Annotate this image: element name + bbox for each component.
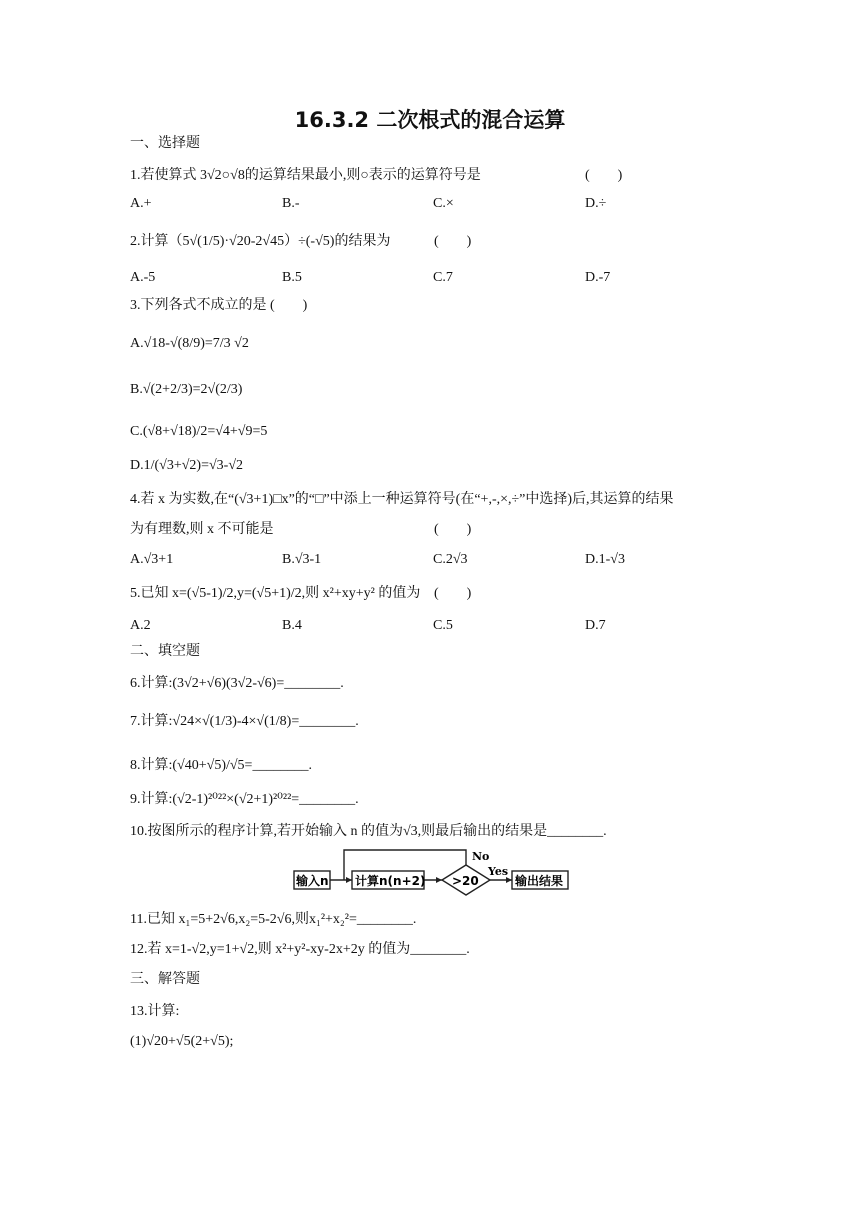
option-a: A.+	[130, 196, 152, 211]
question-5-answer-paren: ( )	[434, 586, 472, 601]
option-b: B.-	[282, 196, 300, 211]
option-c: C.7	[433, 270, 453, 285]
question-9-text: 9.计算:(√2-1)²⁰²²×(√2+1)²⁰²²=________.	[130, 792, 359, 807]
option-c: C.×	[433, 196, 454, 211]
program-flowchart	[292, 846, 572, 896]
option-d: D.-7	[585, 270, 611, 285]
question-2-answer-paren: ( )	[434, 234, 472, 249]
option-d: D.7	[585, 618, 606, 633]
question-13-part-1: (1)√20+√5(2+√5);	[130, 1034, 234, 1049]
question-13-text: 13.计算:	[130, 1004, 180, 1019]
flow-no-label: No	[472, 850, 490, 863]
question-3-text: 3.下列各式不成立的是 ( )	[130, 298, 308, 313]
flow-output-label: 输出结果	[515, 874, 564, 888]
question-4-text-line-1: 4.若 x 为实数,在“(√3+1)□x”的“□”中添上一种运算符号(在“+,-,×,÷”中选择)后,其运算的结果	[130, 492, 674, 507]
question-3-option-c: C.(√8+√18)/2=√4+√9=5	[130, 424, 268, 439]
question-3-option-d: D.1/(√3+√2)=√3-√2	[130, 458, 244, 473]
section-heading-solve: 三、解答题	[130, 972, 200, 987]
question-5-text: 5.已知 x=(√5-1)/2,y=(√5+1)/2,则 x²+xy+y² 的值为	[130, 586, 421, 601]
question-11-text: 11.已知 x₁=5+2√6,x₂=5-2√6,则x₁²+x₂²=________.	[130, 912, 417, 927]
option-c: C.5	[433, 618, 453, 633]
question-4-options	[130, 550, 730, 570]
question-1-options	[130, 194, 730, 214]
option-d: D.1-√3	[585, 552, 625, 567]
question-3-option-b: B.√(2+2/3)=2√(2/3)	[130, 382, 243, 397]
question-4-text-line-2: 为有理数,则 x 不可能是	[130, 522, 274, 537]
option-b: B.4	[282, 618, 302, 633]
question-1-answer-paren: ( )	[585, 168, 623, 183]
option-b: B.√3-1	[282, 552, 322, 567]
flow-condition-label: >20	[452, 874, 479, 888]
flow-yes-label: Yes	[488, 865, 509, 878]
section-heading-fill: 二、填空题	[130, 644, 200, 659]
question-12-text: 12.若 x=1-√2,y=1+√2,则 x²+y²-xy-2x+2y 的值为________.	[130, 942, 470, 957]
page-title: 16.3.2 二次根式的混合运算	[294, 108, 566, 132]
question-10-text: 10.按图所示的程序计算,若开始输入 n 的值为√3,则最后输出的结果是________.	[130, 824, 607, 839]
question-1-text: 1.若使算式 3√2○√8的运算结果最小,则○表示的运算符号是	[130, 168, 481, 183]
question-2-text: 2.计算（5√(1/5)·√20-2√45）÷(-√5)的结果为	[130, 234, 391, 249]
option-c: C.2√3	[433, 552, 468, 567]
question-4-answer-paren: ( )	[434, 522, 472, 537]
question-2-options	[130, 268, 730, 288]
option-d: D.÷	[585, 196, 607, 211]
option-b: B.5	[282, 270, 302, 285]
question-5-options	[130, 616, 730, 636]
question-3-option-a: A.√18-√(8/9)=7/3 √2	[130, 336, 249, 351]
question-8-text: 8.计算:(√40+√5)/√5=________.	[130, 758, 312, 773]
option-a: A.2	[130, 618, 151, 633]
question-7-text: 7.计算:√24×√(1/3)-4×√(1/8)=________.	[130, 714, 359, 729]
section-heading-choice: 一、选择题	[130, 136, 200, 151]
flow-compute-label: 计算n(n+2)	[355, 874, 426, 888]
flow-input-label: 输入n	[296, 874, 329, 888]
option-a: A.-5	[130, 270, 156, 285]
option-a: A.√3+1	[130, 552, 174, 567]
question-6-text: 6.计算:(3√2+√6)(3√2-√6)=________.	[130, 676, 344, 691]
